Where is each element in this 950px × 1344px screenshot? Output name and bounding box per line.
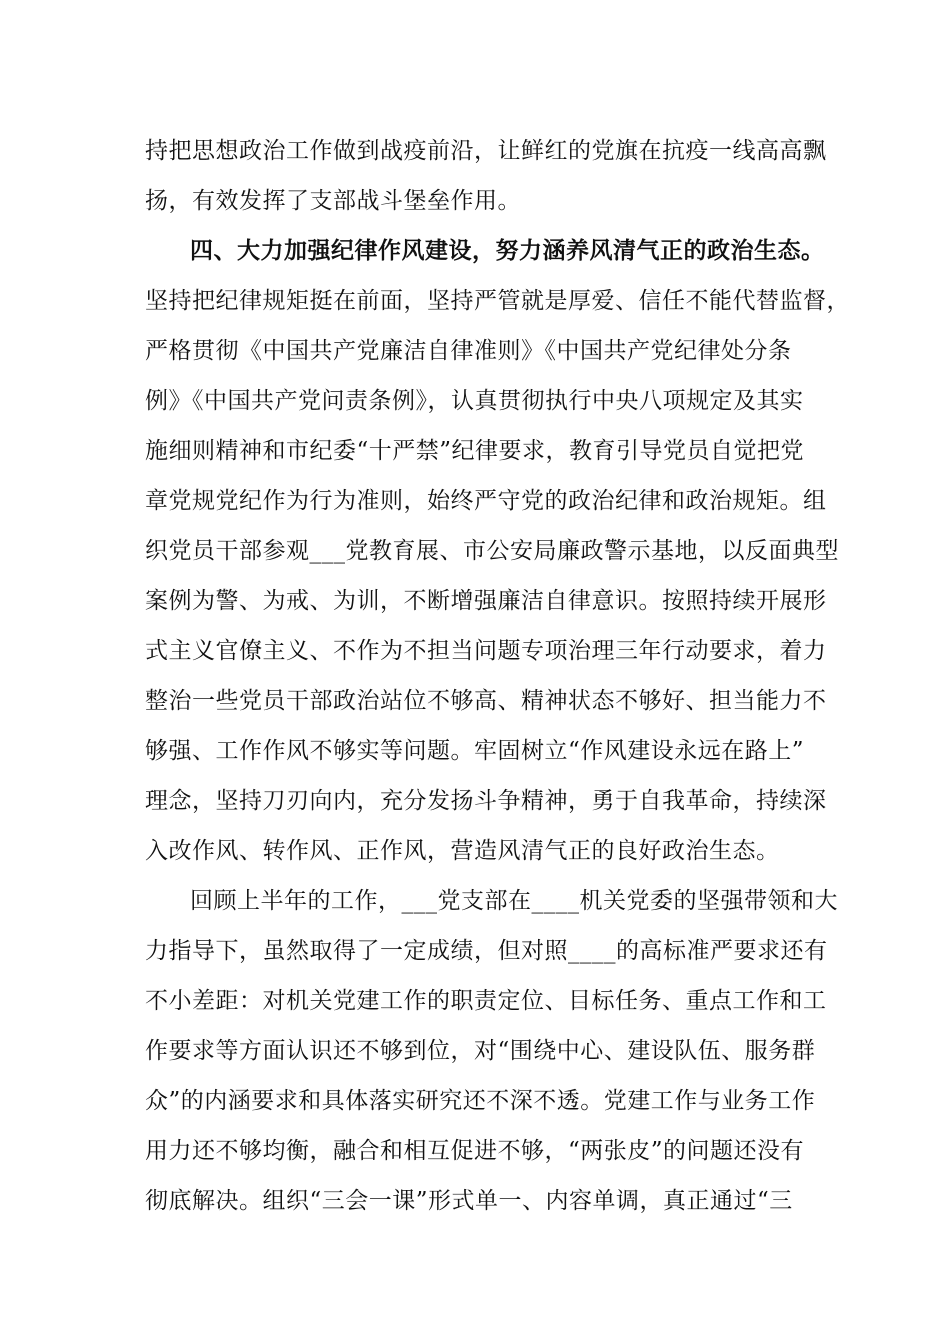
text-line: 作要求等方面认识还不够到位，对“围绕中心、建设队伍、服务群 <box>145 1038 816 1064</box>
text-line: 力指导下，虽然取得了一定成绩，但对照____的高标准严要求还有 <box>145 938 828 964</box>
paragraph-start-line: 回顾上半年的工作，___党支部在____机关党委的坚强带领和大 <box>190 888 838 914</box>
text-line: 式主义官僚主义、不作为不担当问题专项治理三年行动要求，着力 <box>145 638 827 664</box>
text-line: 织党员干部参观___党教育展、市公安局廉政警示基地，以反面典型 <box>145 538 839 564</box>
text-line: 用力还不够均衡，融合和相互促进不够，“两张皮”的问题还没有 <box>145 1138 805 1164</box>
text-line: 众”的内涵要求和具体落实研究还不深不透。党建工作与业务工作 <box>145 1088 816 1114</box>
text-line: 持把思想政治工作做到战疫前沿，让鲜红的党旗在抗疫一线高高飘 <box>145 138 827 164</box>
text-line: 理念，坚持刀刃向内，充分发扬斗争精神，勇于自我革命，持续深 <box>145 788 827 814</box>
text-line: 例》《中国共产党问责条例》，认真贯彻执行中央八项规定及其实 <box>145 388 804 414</box>
text-line: 够强、工作作风不够实等问题。牢固树立“作风建设永远在路上” <box>145 738 805 764</box>
text-line: 扬，有效发挥了支部战斗堡垒作用。 <box>145 188 521 214</box>
text-line: 入改作风、转作风、正作风，营造风清气正的良好政治生态。 <box>145 838 780 864</box>
text-line: 案例为警、为戒、为训，不断增强廉洁自律意识。按照持续开展形 <box>145 588 827 614</box>
text-line: 章党规党纪作为行为准则，始终严守党的政治纪律和政治规矩。组 <box>145 488 827 514</box>
text-line: 彻底解决。组织“三会一课”形式单一、内容单调，真正通过“三 <box>145 1188 793 1214</box>
section-heading: 四、大力加强纪律作风建设，努力涵养风清气正的政治生态。 <box>190 237 825 264</box>
text-line: 整治一些党员干部政治站位不够高、精神状态不够好、担当能力不 <box>145 688 827 714</box>
text-line: 坚持把纪律规矩挺在前面，坚持严管就是厚爱、信任不能代替监督， <box>145 288 850 314</box>
text-line: 严格贯彻《中国共产党廉洁自律准则》《中国共产党纪律处分条 <box>145 338 792 364</box>
text-line: 不小差距：对机关党建工作的职责定位、目标任务、重点工作和工 <box>145 988 827 1014</box>
text-line: 施细则精神和市纪委“十严禁”纪律要求，教育引导党员自觉把党 <box>145 438 805 464</box>
